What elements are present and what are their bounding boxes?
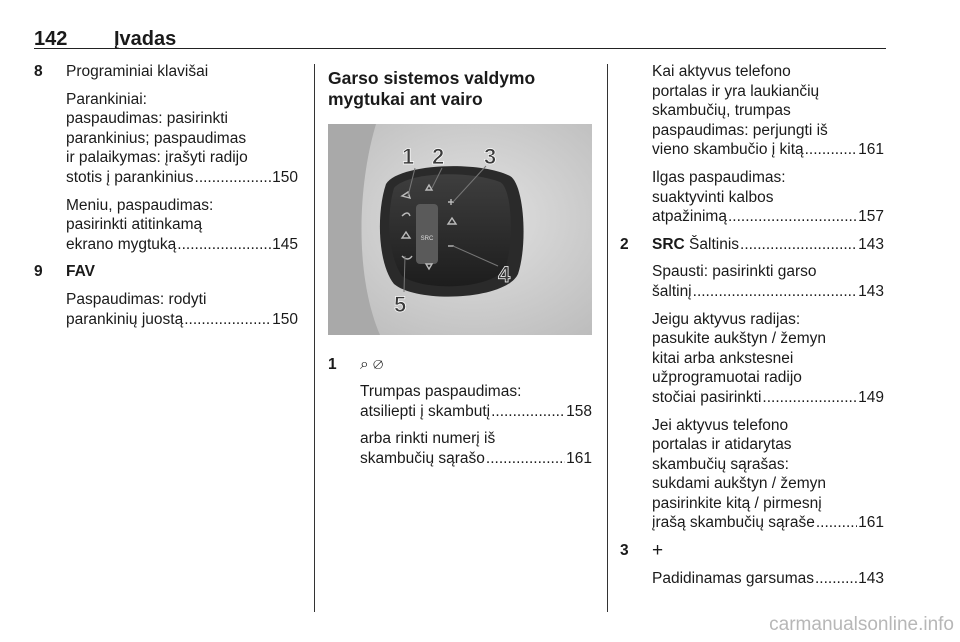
page-reference (652, 140, 884, 160)
item-title: FAV (66, 263, 95, 281)
section-title (328, 68, 592, 110)
text-line: paspaudimas: perjungti iš (652, 121, 828, 139)
reference-page: 149 (858, 388, 884, 406)
item-number: 2 (620, 235, 629, 253)
column-divider (314, 64, 315, 612)
page-reference (652, 569, 884, 589)
text-line: Kai aktyvus telefono (652, 63, 791, 80)
src-label: SRC (420, 236, 434, 242)
paragraph (66, 290, 298, 329)
text-line: kitai arba ankstesnei (652, 349, 794, 367)
section-title-line: mygtukai ant vairo (328, 89, 483, 109)
text-line: paspaudimas: pasirinkti (66, 110, 228, 128)
text-line: Trumpas paspaudimas: (360, 383, 522, 401)
page-reference (66, 235, 298, 255)
reference-text: ekrano mygtuką (66, 235, 177, 253)
steering-wheel-controls-photo (328, 124, 592, 335)
paragraph (360, 429, 592, 468)
text-line: skambučių sąrašas: (652, 455, 789, 473)
item-3 (620, 541, 884, 588)
src-thumbwheel (416, 204, 438, 264)
reference-page: 150 (272, 168, 298, 186)
reference-text: Padidinamas garsumas (652, 569, 814, 587)
paragraph (652, 262, 884, 301)
reference-page: 143 (858, 235, 884, 253)
reference-page: 158 (566, 402, 592, 420)
item-number: 9 (34, 263, 43, 281)
callout-2: 2 (432, 144, 445, 169)
reference-text: parankinių juostą (66, 310, 184, 328)
reference-text: stotis į parankinius (66, 168, 194, 186)
reference-text: stočiai pasirinkti (652, 388, 762, 406)
page-header (34, 24, 886, 49)
item-number: 8 (34, 63, 43, 80)
text-line: Jei aktyvus telefono (652, 416, 789, 434)
paragraph (66, 196, 298, 255)
item-symbols: ⌕ ⌀ (360, 355, 384, 373)
plus-icon: + (652, 540, 664, 562)
text-line: pasirinkite kitą / pirmesnį (652, 494, 822, 512)
text-line: portalas ir yra laukiančių (652, 82, 820, 100)
text-line: skambučių, trumpas (652, 102, 791, 120)
text-line: Jeigu aktyvus radijas: (652, 310, 801, 328)
text-line: pasirinkti atitinkamą (66, 216, 203, 234)
page-reference (360, 402, 592, 422)
text-line: Parankiniai: (66, 90, 147, 108)
callout-5: 5 (394, 292, 407, 317)
button-panel (389, 174, 510, 286)
src-label: SRC (652, 235, 685, 253)
text-line: arba rinkti numerį iš (360, 430, 496, 448)
page-number: 142 (34, 28, 68, 50)
paragraph (652, 310, 884, 408)
reference-text: atsiliepti į skambutį (360, 402, 491, 420)
reference-page: 145 (272, 235, 298, 253)
reference-page: 150 (272, 310, 298, 328)
page-reference (652, 513, 884, 533)
section-title-line: Garso sistemos valdymo (328, 68, 536, 88)
reference-text: vieno skambučio į kitą (652, 141, 804, 159)
paragraph (652, 416, 884, 534)
column-1 (34, 62, 298, 337)
text-line: parankinius; paspaudimas (66, 129, 247, 147)
item-1 (328, 355, 592, 469)
text-line: Ilgas paspaudimas: (652, 168, 786, 186)
text-line: sukdami aukštyn / žemyn (652, 475, 827, 493)
reference-text: skambučių sąrašo (360, 449, 485, 467)
reference-text: šaltinį (652, 282, 692, 300)
page-reference (652, 282, 884, 302)
item-9 (34, 262, 298, 329)
page-reference (66, 168, 298, 188)
paragraph (652, 168, 884, 227)
item-number: 3 (620, 542, 629, 560)
page-reference (652, 207, 884, 227)
item-number: 1 (328, 355, 337, 373)
reference-page: 161 (858, 514, 884, 532)
text-line: portalas ir atidarytas (652, 436, 792, 454)
column-2 (328, 62, 592, 477)
column-3 (620, 62, 884, 596)
text-line: Meniu, paspaudimas: (66, 196, 214, 214)
text-line: pasukite aukštyn / žemyn (652, 330, 827, 348)
reference-text: įrašą skambučių sąraše (652, 514, 815, 532)
text-line: Spausti: pasirinkti garso (652, 263, 817, 281)
item-1-continued (620, 62, 884, 227)
text-line: ir palaikymas: įrašyti radijo (66, 149, 248, 167)
text-line: užprogramuotai radijo (652, 369, 802, 387)
callout-3: 3 (484, 144, 497, 169)
paragraph (360, 382, 592, 421)
reference-page: 143 (858, 569, 884, 587)
text-line: Paspaudimas: rodyti (66, 290, 207, 308)
item-title: Programiniai klavišai (66, 63, 209, 80)
text-line: suaktyvinti kalbos (652, 188, 774, 206)
reference-page: 157 (858, 208, 884, 226)
reference-text: Šaltinis (689, 235, 740, 253)
chapter-title: Įvadas (114, 28, 177, 50)
page-reference (652, 388, 884, 408)
reference-text: atpažinimą (652, 208, 727, 226)
paragraph (66, 90, 298, 188)
item-2 (620, 235, 884, 533)
column-divider (607, 64, 608, 612)
page-reference (652, 235, 884, 255)
item-8 (34, 62, 298, 254)
page-reference (66, 310, 298, 330)
reference-page: 161 (858, 141, 884, 159)
callout-4: 4 (498, 262, 511, 287)
watermark: carmanualsonline.info (769, 614, 954, 635)
reference-page: 161 (566, 449, 592, 467)
page-reference (360, 449, 592, 469)
callout-1: 1 (402, 144, 415, 169)
paragraph (652, 62, 884, 160)
reference-page: 143 (858, 282, 884, 300)
